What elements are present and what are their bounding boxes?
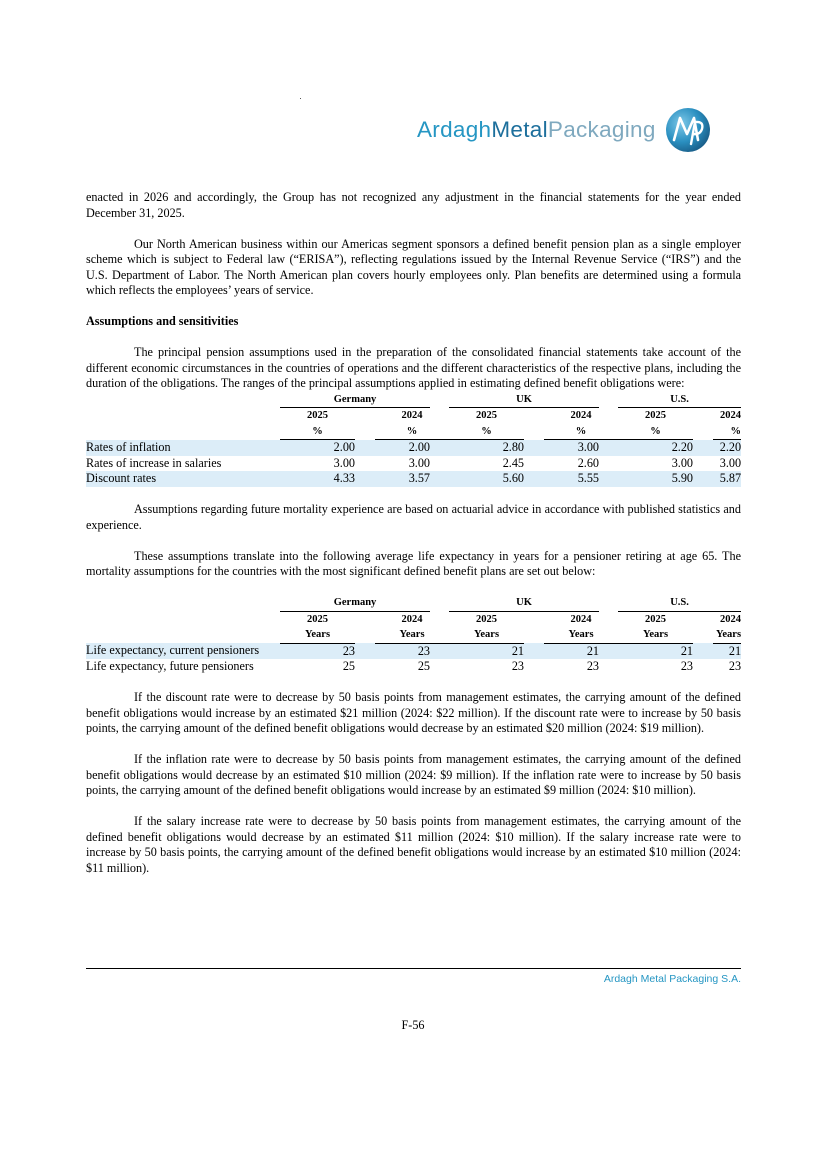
table-cell: 4.33 xyxy=(280,471,355,487)
year-header: 2025 xyxy=(476,410,498,421)
group-header: UK xyxy=(449,595,599,611)
group-header: UK xyxy=(449,392,599,408)
unit-header: Years xyxy=(280,627,355,643)
table-cell: 2.20 xyxy=(618,440,693,456)
year-header: 2024 xyxy=(570,613,592,625)
year-header: 2025 xyxy=(307,410,328,421)
page-content xyxy=(86,190,741,876)
table-cell: 3.00 xyxy=(333,455,355,470)
unit-header: Years xyxy=(375,627,449,643)
table-cell: 5.55 xyxy=(544,471,599,487)
table-row xyxy=(86,471,741,487)
unit-header: % xyxy=(713,424,741,440)
stray-mark xyxy=(300,98,301,99)
page-number: F-56 xyxy=(401,1018,425,1032)
paragraph-assumptions: The principal pension assumptions used in the preparation of the consolidated financial statements take account of the different economic circumstances in the countries of operations and the different characteristics of the respective plans, including the duration of the obligations. The ranges of the principal assumptions applied in estimating defined benefit obligations were: xyxy=(86,345,741,390)
unit-header: % xyxy=(280,424,355,440)
group-header: U.S. xyxy=(618,392,741,408)
paragraph-life-expectancy: These assumptions translate into the following average life expectancy in years for a pensioner retiring at age 65. The mortality assumptions for the countries with the most significant defined benefit plans are set out below: xyxy=(86,548,741,578)
paragraph-inflation-sensitivity: If the inflation rate were to decrease by 50 basis points from management estimates, the carrying amount of the defined benefit obligations would decrease by an estimated $10 million (2024: $9 million). If the inflation rate were to increase by 50 basis points, the carrying amount of the defined benefit obligations would increase by an estimated $9 million (2024: $10 million). xyxy=(86,752,741,797)
group-header: Germany xyxy=(280,392,430,408)
logo-mark-icon xyxy=(664,106,712,154)
table-cell: 23 xyxy=(680,659,694,673)
year-header: 2024 xyxy=(401,613,423,625)
table-cell: 2.80 xyxy=(449,440,524,456)
table-cell: 3.00 xyxy=(671,455,694,470)
year-header: 2025 xyxy=(645,410,667,421)
unit-header: Years xyxy=(544,627,618,643)
footer-company: Ardagh Metal Packaging S.A. xyxy=(603,973,741,985)
unit-header: % xyxy=(544,424,618,440)
table-cell: 23 xyxy=(280,643,355,659)
table-cell: 3.00 xyxy=(408,455,431,470)
unit-header: Years xyxy=(449,627,524,643)
year-header: 2025 xyxy=(645,613,667,625)
year-header: 2024 xyxy=(720,613,742,625)
company-logo xyxy=(417,100,712,160)
table-cell: 2.20 xyxy=(713,440,741,456)
year-header: 2024 xyxy=(570,410,592,421)
table-cell: 3.00 xyxy=(544,440,599,456)
paragraph-enacted: enacted in 2026 and accordingly, the Group has not recognized any adjustment in the financial statements for the year ended December 31, 2025. xyxy=(86,190,741,220)
paragraph-mortality: Assumptions regarding future mortality experience are based on actuarial advice in accordance with published statistics and experience. xyxy=(86,502,741,532)
table-cell: 2.45 xyxy=(502,455,525,470)
year-header: 2025 xyxy=(476,613,498,625)
table-cell: 5.60 xyxy=(449,471,524,487)
table-row xyxy=(86,440,741,456)
table-cell: 5.87 xyxy=(713,471,741,487)
table-cell: 21 xyxy=(449,643,524,659)
table-cell: 25 xyxy=(342,659,355,673)
table-cell: 2.00 xyxy=(375,440,430,456)
life-expectancy-table xyxy=(86,595,741,675)
section-heading: Assumptions and sensitivities xyxy=(86,314,239,328)
unit-header: % xyxy=(449,424,524,440)
table-cell: 3.00 xyxy=(719,455,742,470)
year-header: 2025 xyxy=(307,613,328,625)
table-row xyxy=(86,659,741,675)
group-header: Germany xyxy=(280,595,430,611)
table-row xyxy=(86,456,741,472)
table-cell: 21 xyxy=(544,643,599,659)
assumptions-table xyxy=(86,392,741,487)
row-label: Life expectancy, current pensioners xyxy=(86,643,280,659)
logo-wordmark: ArdaghMetalPackaging xyxy=(417,117,656,142)
group-header: U.S. xyxy=(618,595,741,611)
year-header: 2024 xyxy=(401,410,423,421)
table-cell: 2.60 xyxy=(577,455,600,470)
table-row xyxy=(86,643,741,659)
unit-header: Years xyxy=(713,627,741,643)
table-cell: 21 xyxy=(618,643,693,659)
table-cell: 23 xyxy=(728,659,742,673)
table-cell: 3.57 xyxy=(375,471,430,487)
table-cell: 21 xyxy=(713,643,741,659)
row-label: Rates of increase in salaries xyxy=(86,455,222,470)
table-cell: 23 xyxy=(511,659,525,673)
paragraph-salary-sensitivity: If the salary increase rate were to decrease by 50 basis points from management estimates, the carrying amount of the defined benefit obligations would decrease by an estimated $11 million (2024: $10 million). If the salary increase rate were to increase by 50 basis points, the carrying amount of the defined benefit obligations would increase by an estimated $10 million (2024: $11 million). xyxy=(86,814,741,875)
table-cell: 23 xyxy=(375,643,430,659)
unit-header: % xyxy=(618,424,693,440)
unit-header: % xyxy=(375,424,449,440)
row-label: Rates of inflation xyxy=(86,440,280,456)
table-cell: 23 xyxy=(586,659,600,673)
year-header: 2024 xyxy=(720,410,742,421)
table-cell: 25 xyxy=(417,659,431,673)
table-cell: 5.90 xyxy=(618,471,693,487)
unit-header: Years xyxy=(618,627,693,643)
paragraph-north-america: Our North American business within our Americas segment sponsors a defined benefit pension plan as a single employer scheme which is subject to Federal law (“ERISA”), reflecting regulations issued by the Internal Revenue Service (“IRS”) and the U.S. Department of Labor. The North American plan covers hourly employees only. Plan benefits are determined using a formula which reflects the employees’ years of service. xyxy=(86,236,741,297)
row-label: Life expectancy, future pensioners xyxy=(86,659,254,673)
footer-divider xyxy=(86,968,741,969)
table-cell: 2.00 xyxy=(280,440,355,456)
row-label: Discount rates xyxy=(86,471,280,487)
paragraph-discount-sensitivity: If the discount rate were to decrease by 50 basis points from management estimates, the carrying amount of the defined benefit obligations would increase by an estimated $21 million (2024: $22 million). If the discount rate were to increase by 50 basis points, the carrying amount of the defined benefit obligations would decrease by an estimated $20 million (2024: $19 million). xyxy=(86,690,741,735)
